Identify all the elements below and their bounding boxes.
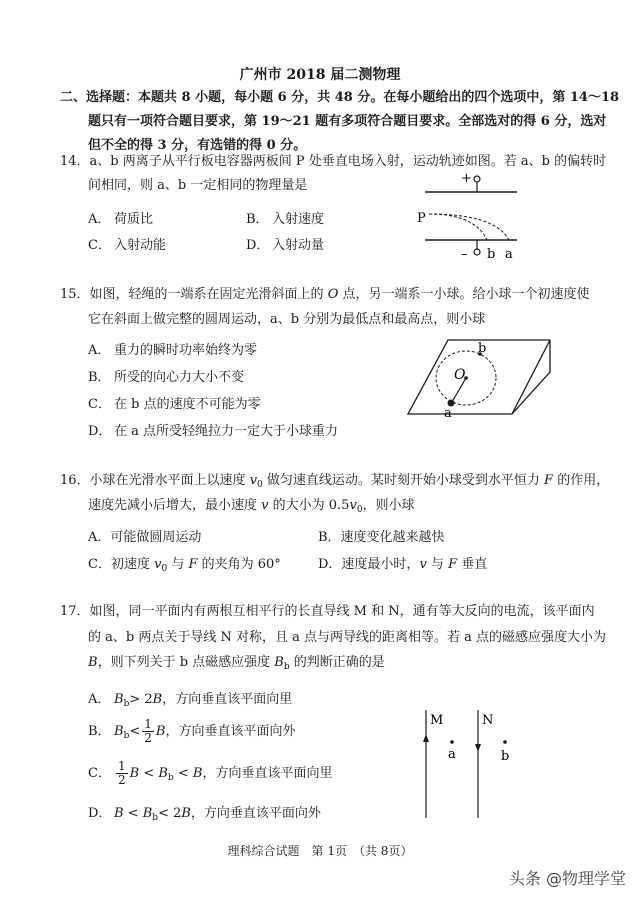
q17-option-d[interactable]: D． $B < B_b< 2B$，方向垂直该平面向外 [88, 806, 321, 823]
q15-option-d[interactable]: D． 在 a 点所受轻绳拉力一定大于小球重力 [88, 424, 339, 439]
q17-arrow-down [475, 744, 481, 752]
q14-trajectory-b [429, 214, 487, 240]
q14-stem-line2: 间相同，则 a、b 一定相同的物理量是 [88, 178, 308, 193]
q17-stem-line1: 17．如图，同一平面内有两根互相平行的长直导线 M 和 N，通有等大反向的电流，该平面内 [60, 604, 595, 619]
q14-fig-minus: – [461, 247, 468, 262]
q17-option-c-fraction: $\frac{1}{2}$ [118, 759, 126, 787]
q16-option-a[interactable]: A．可能做圆周运动 [88, 530, 202, 545]
q14-fig-a: a [505, 247, 513, 262]
q14-fig-p: P [417, 211, 426, 226]
q17-fig-b: b [501, 749, 510, 764]
q14-top-terminal [474, 176, 480, 182]
section-header-line2: 题只有一项符合题目要求，第 19～21 题有多项符合题目要求。全部选对的得 6 分，选对 [88, 114, 607, 129]
q16-stem-line2: 速度先减小后增大，最小速度 v 的大小为 $0.5v_0$，则小球 [88, 498, 415, 515]
q14-fig-b: b [487, 247, 496, 262]
q15-fig-o: O [454, 367, 466, 383]
page-title: 广州市 2018 届二测物理 [239, 67, 401, 83]
q14-fig-plus: + [461, 171, 472, 186]
q17-option-b-fraction: $\frac{1}{2}$ [144, 717, 152, 745]
q15-option-c[interactable]: C． 在 b 点的速度不可能为零 [88, 397, 261, 412]
q15-incline-edge [512, 340, 550, 414]
q14-option-b[interactable]: B． 入射速度 [246, 212, 325, 227]
q14-capacitor-diagram [405, 170, 555, 265]
q17-point-a [450, 740, 454, 744]
q17-wires-diagram [412, 706, 522, 822]
q15-option-b[interactable]: B． 所受的向心力大小不变 [88, 370, 245, 385]
q17-arrow-up [423, 734, 429, 742]
section-header-line1: 二、选择题：本题共 8 小题，每小题 6 分，共 48 分。在每小题给出的四个选项中，第 14～18 [60, 90, 620, 105]
watermark: 头条 @物理学堂 [508, 869, 626, 888]
q17-option-a[interactable]: A． $B_b> 2B$，方向垂直该平面向里 [88, 692, 293, 709]
q17-fig-n: N [482, 713, 494, 728]
q17-stem-line3: B，则下列关于 b 点磁感应强度 $B_b$ 的判断正确的是 [88, 655, 385, 672]
q16-option-d[interactable]: D．速度最小时，v 与 F 垂直 [318, 557, 488, 572]
q15-option-a[interactable]: A． 重力的瞬时功率始终为零 [88, 343, 258, 358]
q15-stem-line1: 15．如图，轻绳的一端系在固定光滑斜面上的 O 点，另一端系一小球。给小球一个初速度使 [60, 287, 590, 302]
q14-option-d[interactable]: D． 入射动量 [246, 238, 325, 253]
q17-option-c[interactable]: C． $\frac{1}{2}$ $B < B_b < B$，方向垂直该平面向里 [88, 759, 333, 787]
q14-option-a[interactable]: A． 荷质比 [88, 212, 154, 227]
q14-stem-line1: 14．a、b 两离子从平行板电容器两板间 P 处垂直电场入射，运动轨迹如图。若 a、b 的偏转时 [60, 154, 607, 169]
q17-fig-a: a [448, 747, 456, 762]
section-header-line3: 但不全的得 3 分，有选错的得 0 分。 [88, 138, 307, 153]
q17-stem-line2: 的 a、b 两点关于导线 N 对称，且 a 点与两导线的距离相等。若 a 点的磁感应强度大小为 [88, 630, 607, 645]
q15-fig-b: b [478, 341, 487, 356]
q16-stem-line1: 16．小球在光滑水平面上以速度 $v_0$ 做匀速直线运动。某时刻开始小球受到水平恒力 F 的作用， [60, 473, 610, 490]
page-footer: 理科综合试题 第 1页 （共 8页） [227, 844, 413, 858]
q17-fig-m: M [430, 713, 444, 728]
q15-fig-a: a [444, 406, 452, 421]
q15-stem-line2: 它在斜面上做完整的圆周运动，a、b 分别为最低点和最高点，则小球 [88, 312, 486, 327]
q16-option-b[interactable]: B．速度变化越来越快 [318, 530, 445, 545]
q16-option-c[interactable]: C．初速度 $v_0$ 与 F 的夹角为 60° [88, 557, 281, 574]
q14-trajectory-a [429, 214, 509, 240]
q17-option-b[interactable]: B． $B_b<$ $\frac{1}{2}$ B，方向垂直该平面向外 [88, 717, 296, 745]
q14-option-c[interactable]: C． 入射动能 [88, 238, 167, 253]
q17-point-b [503, 740, 507, 744]
q15-incline-diagram [400, 332, 560, 422]
